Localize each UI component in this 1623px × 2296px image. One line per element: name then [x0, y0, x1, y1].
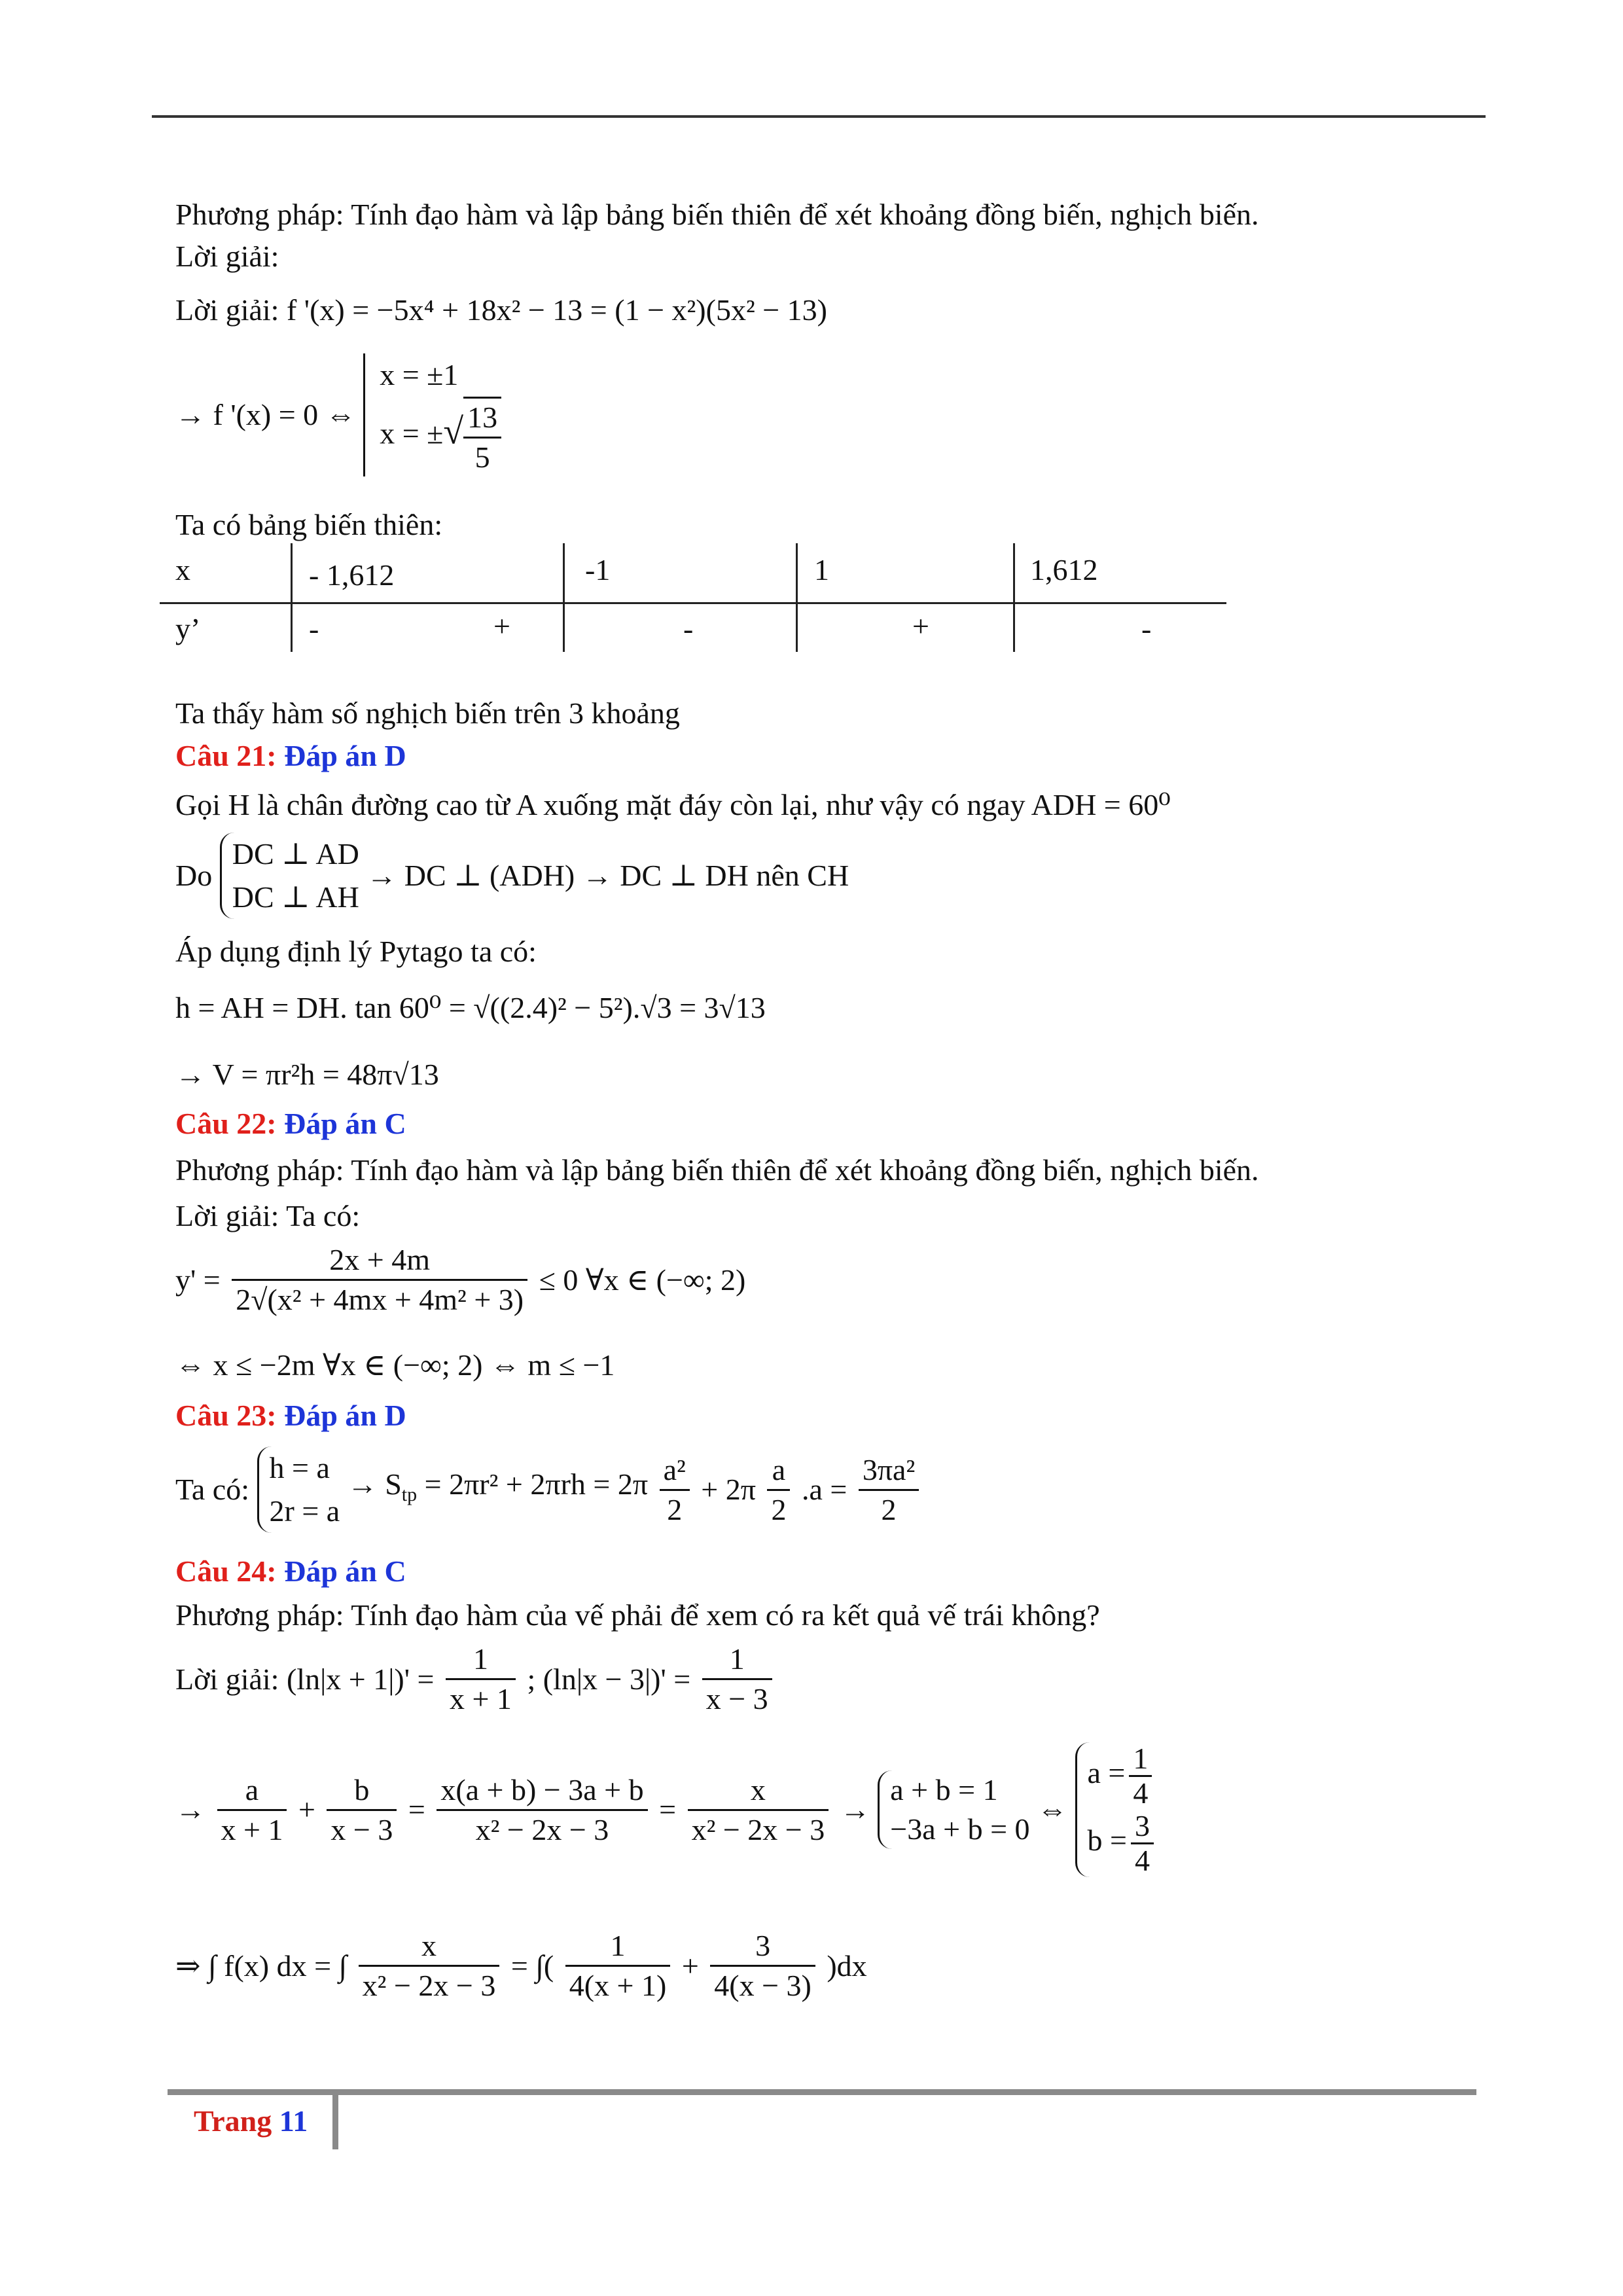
- q24-a-frac: [217, 1771, 287, 1849]
- zero-prefix: → f '(x) = 0 ⇔: [175, 398, 356, 431]
- table-y-sign: +: [912, 609, 929, 643]
- q22-label: Câu 22:: [175, 1107, 277, 1140]
- q24-int-end: )dx: [827, 1948, 867, 1982]
- q24-i3-frac: [710, 1927, 815, 2005]
- q24-int-prefix: ⇒ ∫ f(x) dx = ∫: [175, 1948, 348, 1982]
- q23-frac-1: [660, 1451, 690, 1529]
- q24-c-num: x(a + b) − 3a + b: [437, 1771, 647, 1811]
- q24-d1-den: x + 1: [449, 1682, 512, 1715]
- q24-ra-label: a =: [1087, 1756, 1126, 1790]
- q24-d-num: x: [688, 1771, 829, 1811]
- q24-ra-num: 1: [1129, 1742, 1152, 1777]
- q24-rb: [1088, 1810, 1158, 1877]
- derivative-line: [175, 292, 827, 329]
- table-x-value: 1: [814, 553, 829, 586]
- q23-sys-row: 2r = a: [269, 1494, 340, 1528]
- q22-fraction: [232, 1241, 527, 1319]
- q21-answer: Đáp án D: [284, 739, 406, 772]
- q24-d1-frac: [446, 1640, 516, 1718]
- page-value: 11: [279, 2104, 308, 2138]
- q21-line1: Gọi H là chân đường cao từ A xuống mặt đáy còn lại, như vậy có ngay ADH = 60⁰: [175, 788, 1171, 821]
- root-1: x = ±1: [380, 358, 459, 391]
- q24-label: Câu 24:: [175, 1554, 277, 1588]
- q24-eq: =: [408, 1793, 425, 1826]
- q24-ra-frac: [1129, 1742, 1152, 1810]
- q24-rb-num: 3: [1131, 1810, 1154, 1844]
- q24-int-eq: = ∫(: [510, 1948, 554, 1982]
- q24-i2-num: 1: [565, 1927, 671, 1967]
- q21-result: → DC ⊥ (ADH) → DC ⊥ DH nên CH: [366, 859, 849, 892]
- q21-sys-row: DC ⊥ AH: [232, 880, 359, 914]
- q23-formula: [175, 1446, 923, 1533]
- q22-method: Phương pháp: Tính đạo hàm và lập bảng biến thiên để xét khoảng đồng biến, nghịch biến.: [175, 1153, 1259, 1187]
- q24-d2-frac: [702, 1640, 772, 1718]
- table-y-sign: -: [309, 612, 319, 645]
- q24-i3-num: 3: [710, 1927, 815, 1967]
- q24-b-frac: [327, 1771, 397, 1849]
- q24-d-den: x² − 2x − 3: [691, 1812, 825, 1846]
- q24-b-num: b: [327, 1771, 397, 1811]
- solution-inline-label: Lời giải:: [175, 293, 279, 327]
- footer-rule: [168, 2089, 1476, 2095]
- q23-result: [348, 1463, 648, 1516]
- q24-d2: (ln|x − 3|)' =: [543, 1662, 691, 1696]
- table-y-sign: -: [1141, 612, 1152, 645]
- q22-yprime: y' =: [175, 1263, 221, 1297]
- table-x-value: 1,612: [1030, 553, 1098, 586]
- table-divider: [160, 602, 1226, 604]
- root-2-fraction: $\frac{13}{5}$: [463, 397, 501, 476]
- q23-dot: .a =: [801, 1473, 847, 1506]
- q24-header: [175, 1554, 406, 1588]
- q23-frac-3: [859, 1451, 919, 1529]
- q21-pytago: Áp dụng định lý Pytago ta có:: [175, 935, 537, 968]
- q24-c-den: x² − 2x − 3: [475, 1812, 609, 1846]
- q22-line2: ⇔ x ≤ −2m ∀x ∈ (−∞; 2) ⇔ m ≤ −1: [175, 1348, 615, 1382]
- table-y-sign: +: [493, 609, 510, 643]
- q24-plus: +: [298, 1793, 315, 1826]
- q23-f1-num: a²: [660, 1451, 690, 1491]
- q24-iff: ⇔: [1037, 1793, 1068, 1826]
- table-col-line: [563, 543, 565, 652]
- q22-cond: ≤ 0 ∀x ∈ (−∞; 2): [539, 1263, 746, 1297]
- q22-formula: [175, 1241, 745, 1319]
- q23-brace: [257, 1446, 340, 1533]
- q24-ra-den: 4: [1133, 1776, 1149, 1810]
- q24-a-den: x + 1: [221, 1812, 283, 1846]
- footer-divider: [332, 2089, 338, 2149]
- root-2: x = ±√ $\frac{13}{5}$: [380, 397, 501, 476]
- q24-method: Phương pháp: Tính đạo hàm của vế phải để xem có ra kết quả vế trái không?: [175, 1598, 1100, 1632]
- q24-d2-den: x − 3: [705, 1682, 768, 1715]
- q23-sub: tp: [401, 1484, 418, 1506]
- q22-num: 2x + 4m: [232, 1241, 527, 1281]
- q24-i3-den: 4(x − 3): [714, 1969, 812, 2002]
- q21-h-calc: h = AH = DH. tan 60⁰ = √((2.4)² − 5²).√3 = 3√13: [175, 991, 766, 1024]
- method-text: Phương pháp: Tính đạo hàm và lập bảng biến thiên để xét khoảng đồng biến, nghịch biến.: [175, 198, 1259, 231]
- q24-rb-frac: [1131, 1810, 1154, 1877]
- q22-solution: Lời giải: Ta có:: [175, 1199, 361, 1232]
- q23-prefix: Ta có:: [175, 1473, 250, 1506]
- q24-i2-frac: [565, 1927, 671, 2005]
- q24-d1: (ln|x + 1|)' =: [286, 1662, 435, 1696]
- q21-header: [175, 738, 406, 773]
- page-label: Trang: [194, 2104, 272, 2138]
- table-y-label: y’: [175, 612, 201, 645]
- q24-b-den: x − 3: [330, 1812, 393, 1846]
- q23-frac-2: [767, 1451, 790, 1529]
- q24-sys-row: −3a + b = 0: [890, 1812, 1030, 1846]
- q24-eq: =: [659, 1793, 677, 1826]
- q24-c-frac: [437, 1771, 647, 1849]
- q24-i2-den: 4(x + 1): [569, 1969, 667, 2002]
- q24-derivatives: [175, 1640, 776, 1718]
- q24-solution-brace: [1075, 1742, 1158, 1877]
- q24-int-plus: +: [681, 1948, 699, 1982]
- q21-brace: [220, 833, 359, 919]
- q24-i1-frac: [359, 1927, 500, 2005]
- q23-s: → S: [347, 1467, 402, 1501]
- q23-label: Câu 23:: [175, 1399, 277, 1432]
- q23-sys-row: h = a: [269, 1451, 330, 1484]
- q24-arrow2: →: [840, 1793, 870, 1826]
- q24-d2-num: 1: [702, 1640, 772, 1680]
- q22-answer: Đáp án C: [284, 1107, 406, 1140]
- conclusion-text: Ta thấy hàm số nghịch biến trên 3 khoảng: [175, 696, 680, 730]
- q23-f2-num: a: [767, 1451, 790, 1491]
- q22-header: [175, 1106, 406, 1141]
- table-x-label: x: [175, 553, 190, 586]
- q23-header: [175, 1398, 406, 1433]
- q22-den: 2√(x² + 4mx + 4m² + 3): [236, 1283, 524, 1316]
- q24-ra: [1088, 1742, 1158, 1810]
- table-col-line: [1013, 543, 1015, 652]
- table-y-sign: -: [683, 612, 694, 645]
- q21-do: Do: [175, 859, 213, 892]
- q24-rb-den: 4: [1134, 1844, 1150, 1877]
- q24-sys-row: a + b = 1: [890, 1773, 998, 1806]
- q24-system: [878, 1770, 1029, 1849]
- q23-f1-den: 2: [667, 1492, 683, 1526]
- roots-bracket: [363, 353, 501, 476]
- q24-d-frac: [688, 1771, 829, 1849]
- q23-plus: + 2π: [701, 1473, 756, 1506]
- q24-i1-den: x² − 2x − 3: [362, 1969, 496, 2002]
- solution-label: Lời giải:: [175, 240, 279, 273]
- zero-condition: [175, 353, 501, 476]
- q24-sol-prefix: Lời giải:: [175, 1662, 279, 1696]
- q21-label: Câu 21:: [175, 739, 277, 772]
- q24-integral: [175, 1927, 867, 2005]
- page-number: [194, 2104, 308, 2138]
- root-2-prefix: x = ±: [380, 416, 444, 450]
- q23-answer: Đáp án D: [284, 1399, 406, 1432]
- table-x-value: -1: [585, 553, 611, 586]
- q24-rb-label: b =: [1087, 1823, 1127, 1857]
- derivative-formula: f '(x) = −5x⁴ + 18x² − 13 = (1 − x²)(5x² − 13): [286, 293, 827, 327]
- q24-i1-num: x: [359, 1927, 500, 1967]
- q24-sep: ;: [527, 1662, 536, 1696]
- q23-f2-den: 2: [771, 1492, 787, 1526]
- table-x-value: - 1,612: [309, 558, 395, 592]
- table-col-line: [796, 543, 798, 652]
- q23-f3-den: 2: [881, 1492, 897, 1526]
- variation-table: [160, 543, 1226, 652]
- table-col-line: [291, 543, 293, 652]
- q24-decomposition: [175, 1742, 1158, 1877]
- table-intro: Ta có bảng biến thiên:: [175, 508, 443, 541]
- q21-volume: → V = πr²h = 48π√13: [175, 1058, 439, 1091]
- header-rule: [152, 115, 1486, 118]
- q24-answer: Đáp án C: [284, 1554, 406, 1588]
- q24-arrow: →: [175, 1793, 205, 1826]
- q23-f3-num: 3πa²: [859, 1451, 919, 1491]
- q23-rhs: = 2πr² + 2πrh = 2π: [417, 1467, 649, 1501]
- q24-a-num: a: [217, 1771, 287, 1811]
- q24-d1-num: 1: [446, 1640, 516, 1680]
- q21-sys-row: DC ⊥ AD: [232, 837, 359, 870]
- q21-system: [175, 833, 849, 919]
